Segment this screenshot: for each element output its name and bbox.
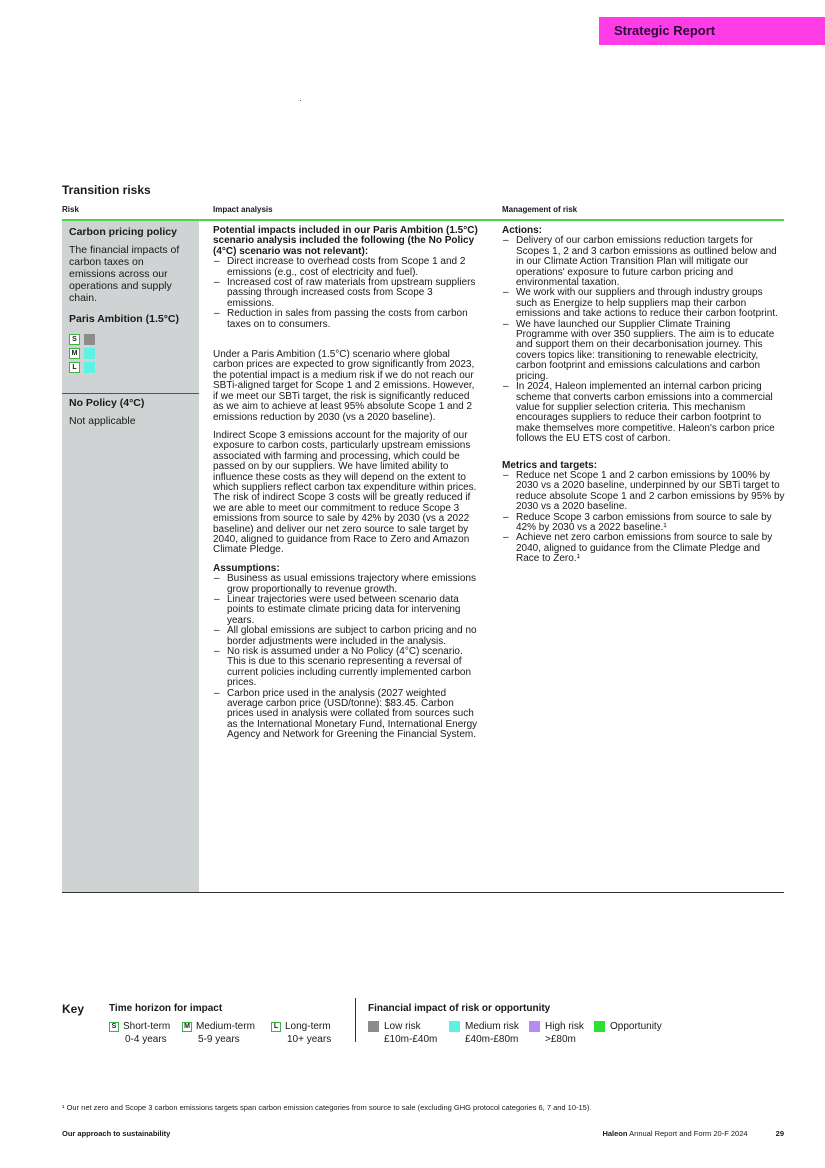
page-number: 29	[775, 1129, 784, 1138]
scenario-no-policy	[69, 397, 193, 427]
list-item: – Direct increase to overhead costs from Scope 1 and 2 emissions (e.g., cost of electricity and fuel).	[213, 257, 481, 278]
key-horizon-label: Long-term	[285, 1021, 331, 1032]
risk-title: Carbon pricing policy	[69, 226, 177, 238]
risk-cell	[69, 226, 193, 376]
scenario-paris-label: Paris Ambition (1.5°C)	[69, 313, 179, 325]
impact-paragraph: Under a Paris Ambition (1.5°C) scenario where global carbon prices are expected to grow significantly from 2023, the potential impact is a medium risk if we do not reach our SBTi-aligned target for Scope 1 and 2 emissions. However, if we meet our SBTi target, the risk is significantly reduced as we aim to achieve at least 95% absolute Scope 1 and 2 emissions reduction by 2030 (vs a 2020 baseline).	[213, 349, 475, 423]
risk-column	[62, 221, 199, 892]
key-impact-label: Low risk	[384, 1021, 421, 1032]
swatch-opportunity	[594, 1021, 605, 1032]
key-horizon-medium	[182, 1020, 255, 1046]
key-horizon-range: 0-4 years	[125, 1034, 167, 1045]
horizon-letter: S	[69, 334, 80, 345]
key-horizon-range: 5-9 years	[198, 1034, 240, 1045]
metrics-list	[502, 471, 785, 565]
horizon-letter: S	[109, 1022, 119, 1032]
risk-level-swatch	[84, 334, 95, 345]
key-impact-range: £10m-£40m	[384, 1034, 438, 1045]
horizon-letter: L	[271, 1022, 281, 1032]
risk-divider	[62, 393, 199, 394]
actions-title: Actions:	[502, 225, 542, 236]
footer-report-title: Annual Report and Form 20-F 2024	[629, 1129, 748, 1138]
scenario-no-policy-label: No Policy (4°C)	[69, 397, 145, 409]
footnote: ¹ Our net zero and Scope 3 carbon emissions targets span carbon emission categories from source to sale (excluding GHG protocol categories 6, 7 and 10-15).	[62, 1103, 592, 1112]
list-item: – Linear trajectories were used between scenario data points to estimate climate pricing data for intervening years.	[213, 595, 481, 626]
list-item: – Reduce Scope 3 carbon emissions from source to sale by 42% by 2030 vs a 2022 baseline.¹	[502, 513, 785, 534]
key-impact-title: Financial impact of risk or opportunity	[368, 1003, 551, 1014]
horizon-row-medium	[69, 348, 193, 359]
list-item: – All global emissions are subject to carbon pricing and no border adjustments were included in the analysis.	[213, 626, 481, 647]
key-impact-range: >£80m	[545, 1034, 576, 1045]
key-horizon-label: Short-term	[123, 1021, 171, 1032]
key-impact-label: High risk	[545, 1021, 584, 1032]
scenario-no-policy-text: Not applicable	[69, 415, 136, 427]
list-item: – No risk is assumed under a No Policy (4°C) scenario. This is due to this scenario representing a reversal of current policies including currently implemented carbon prices.	[213, 647, 481, 689]
management-column	[502, 226, 785, 565]
list-item: – Reduce net Scope 1 and 2 carbon emissions by 100% by 2030 vs a 2020 baseline, underpinned by our SBTi target to reduce absolute Scope 1 and 2 carbon emissions by 95% by 2030 vs a 2020 baseline.	[502, 471, 785, 513]
footer-section: Our approach to sustainability	[62, 1129, 171, 1138]
impact-intro-list	[213, 257, 481, 330]
key-impact-medium	[449, 1020, 519, 1046]
key-impact-opportunity	[594, 1020, 662, 1033]
key-label: Key	[62, 1002, 85, 1016]
key-horizon-short	[109, 1020, 170, 1046]
key-impact-high	[529, 1020, 584, 1046]
swatch-low-risk	[368, 1021, 379, 1032]
key-horizon-long	[271, 1020, 331, 1046]
table-bottom-rule	[62, 892, 784, 893]
section-tag: Strategic Report	[599, 17, 825, 45]
metrics-title: Metrics and targets:	[502, 459, 598, 471]
horizon-row-long	[69, 362, 193, 373]
key-impact-range: £40m-£80m	[465, 1034, 519, 1045]
footer-brand: Haleon	[602, 1129, 628, 1138]
risk-level-swatch	[84, 348, 95, 359]
impact-paragraph: Indirect Scope 3 emissions account for the majority of our exposure to carbon costs, particularly upstream emissions associated with farming and processing, which could be passed on by our suppliers. We have limited ability to influence these costs as they will depend on the extent to which suppliers reflect carbon tax expenditure within prices. The risk of indirect Scope 3 costs will be greatly reduced if we are able to meet our commitment to reduce Scope 3 emissions from source to sale by 42% by 2030 (vs a 2022 baseline) and deliver our net zero source to sale target by 2040, aligned to guidance from Race to Zero and Amazon Climate Pledge.	[213, 429, 477, 556]
key-impact-label: Medium risk	[465, 1021, 519, 1032]
key-impact-low	[368, 1020, 437, 1046]
list-item: – Achieve net zero carbon emissions from source to sale by 2040, aligned to guidance from the Climate Pledge and Race to Zero.¹	[502, 533, 785, 564]
assumptions-title: Assumptions:	[213, 562, 280, 574]
actions-list	[502, 236, 785, 444]
horizon-letter: M	[69, 348, 80, 359]
list-item: – Delivery of our carbon emissions reduction targets for Scopes 1, 2 and 3 carbon emissions as outlined below and in our Climate Action Transition Plan will mitigate our operations' exposure to future carbon pricing and environmental taxation.	[502, 236, 785, 288]
swatch-high-risk	[529, 1021, 540, 1032]
key-divider	[355, 998, 356, 1042]
horizon-letter: M	[182, 1022, 192, 1032]
horizon-row-short	[69, 334, 193, 345]
key-impact-label: Opportunity	[610, 1021, 662, 1032]
risk-level-swatch	[84, 362, 95, 373]
horizon-letter: L	[69, 362, 80, 373]
horizon-ratings	[69, 334, 193, 373]
list-item: – In 2024, Haleon implemented an internal carbon pricing scheme that converts carbon emissions into a commercial value for supplier selection criteria. This mechanism encourages suppliers to reduce their carbon footprint to make themselves more competitive. Haleon's carbon price follows the EU ETS cost of carbon.	[502, 382, 785, 444]
footer-report	[602, 1129, 784, 1138]
impact-intro: Potential impacts included in our Paris Ambition (1.5°C) scenario analysis included the following (the No Policy (4°C) scenario was not relevant):	[213, 225, 478, 257]
key-horizon-label: Medium-term	[196, 1021, 255, 1032]
column-header-management: Management of risk	[502, 205, 578, 214]
list-item: – Reduction in sales from passing the costs from carbon taxes on to consumers.	[213, 309, 481, 330]
list-item: – Carbon price used in the analysis (2027 weighted average carbon price (USD/tonne): $83.45. Carbon prices used in analysis were collated from sources such as the International Monetary Fund, International Energy Agency and Network for Greening the Financial System.	[213, 689, 481, 741]
column-header-risk: Risk	[62, 205, 79, 214]
list-item: – Business as usual emissions trajectory where emissions grow proportionally to revenue growth.	[213, 574, 481, 595]
list-item: – We work with our suppliers and through industry groups such as Energize to help suppliers map their carbon emissions and take actions to reduce their carbon footprint.	[502, 288, 785, 319]
table-title: Transition risks	[62, 183, 151, 197]
impact-analysis-column	[213, 226, 481, 741]
list-item: – Increased cost of raw materials from upstream suppliers passing through increased costs from Scope 3 emissions.	[213, 278, 481, 309]
column-header-impact: Impact analysis	[213, 205, 273, 214]
decorative-dot	[300, 100, 301, 101]
swatch-medium-risk	[449, 1021, 460, 1032]
assumptions-list	[213, 574, 481, 741]
list-item: – We have launched our Supplier Climate Training Programme with over 350 suppliers. The aim is to educate and support them on their decarbonisation journey. This covers topics like: transitioning to renewable electricity, carbon footprint and emissions calculations and carbon pricing.	[502, 320, 785, 382]
key-horizon-title: Time horizon for impact	[109, 1003, 223, 1014]
risk-description: The financial impacts of carbon taxes on emissions across our operations and supply chain.	[69, 244, 180, 304]
key-horizon-range: 10+ years	[287, 1034, 332, 1045]
